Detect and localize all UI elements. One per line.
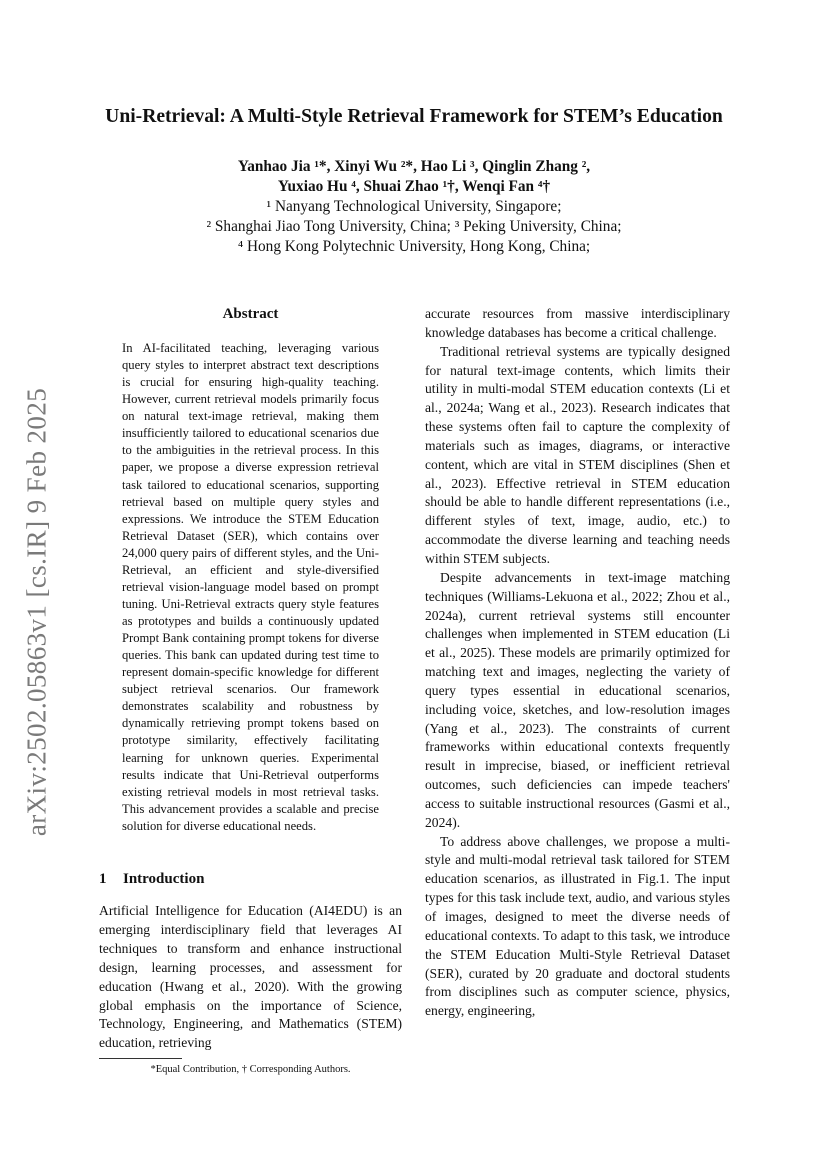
author-block: [0, 157, 828, 257]
footnote: *Equal Contribution, † Corresponding Authors.: [150, 1064, 351, 1075]
section-number: 1: [99, 871, 107, 887]
right-paragraph-3: To address above challenges, we propose a multi-style and multi-modal retrieval task tailored for STEM education scenarios, as illustrated in Fig.1. The input types for this task include text, audio, and various styles of images, designed to meet the diverse needs of educational contexts. To adapt to this task, we introduce the STEM Education Multi-Style Retrieval Dataset (SER), curated by 20 graduate and doctoral students from disciplines such as computer science, physics, energy, engineering,: [425, 833, 730, 1019]
section-title: Introduction: [123, 871, 205, 887]
right-paragraph-1: Traditional retrieval systems are typically designed for natural text-image contents, which limits their utility in multi-modal STEM education contexts (Li et al., 2024a; Wang et al., 2023). Research indicates that these systems often fail to capture the complexity of materials such as images, diagrams, or interactive content, which are vital in STEM disciplines (Shen et al., 2023). Effective retrieval in STEM education should be able to handle different representations (i.e., different styles of text, image, audio, etc.) to accommodate the diverse learning and teaching needs within STEM subjects.: [425, 343, 730, 566]
affiliation-1: ¹ Nanyang Technological University, Singapore;: [266, 198, 562, 215]
abstract-heading: Abstract: [222, 306, 279, 322]
author-line-2: Yuxiao Hu ⁴, Shuai Zhao ¹†, Wenqi Fan ⁴†: [277, 178, 551, 195]
affiliation-3: ⁴ Hong Kong Polytechnic University, Hong Kong, China;: [237, 238, 591, 255]
right-paragraph-2: Despite advancements in text-image matching techniques (Williams-Lekuona et al., 2022; Zhou et al., 2024a), current retrieval systems still encounter challenges when implemented in STEM education (Li et al., 2025). These models are primarily optimized for matching text and images, neglecting the variety of query types essential in educational scenarios, including voice, sketches, and low-resolution images (Yang et al., 2023). The constraints of current frameworks within educational contexts frequently result in imprecise, biased, or inefficient retrieval outcomes, such deficiencies can impede teachers' access to suitable instructional resources (Gasmi et al., 2024).: [425, 569, 730, 830]
abstract-text: In AI-facilitated teaching, leveraging various query styles to interpret abstract text descriptions is crucial for ensuring high-quality teaching. However, current retrieval models primarily focus on natural text-image retrieval, making them insufficiently tailored to educational scenarios due to the ambiguities in the retrieval process. In this paper, we propose a diverse expression retrieval task tailored to educational scenarios, supporting retrieval based on multiple query styles and expressions. We introduce the STEM Education Retrieval Dataset (SER), which contains over 24,000 query pairs of different styles, and the Uni-Retrieval, an efficient and style-diversified retrieval vision-language model based on prompt tuning. Uni-Retrieval extracts query style features as prototypes and builds a continuously updated Prompt Bank containing prompt tokens for diverse queries. This bank can updated during test time to represent domain-specific knowledge for different subject retrieval scenarios. Our framework demonstrates scalability and robustness by dynamically retrieving prompt tokens based on prototype similarity, effectively facilitating learning for unknown queries. Experimental results indicate that Uni-Retrieval outperforms existing retrieval models in most retrieval tasks. This advancement provides a scalable and precise solution for diverse educational needs.: [122, 341, 379, 833]
arxiv-identifier: arXiv:2502.05863v1 [cs.IR] 9 Feb 2025: [21, 387, 52, 837]
intro-paragraph-1: Artificial Intelligence for Education (AI4EDU) is an emerging interdisciplinary field that leverages AI techniques to transform and enhance instructional design, learning processes, and assessment for education (Hwang et al., 2020). With the growing global emphasis on the importance of Science, Technology, Engineering, and Mathematics (STEM) education, retrieving: [99, 903, 402, 1051]
affiliation-2: ² Shanghai Jiao Tong University, China; ³ Peking University, China;: [206, 218, 622, 235]
section-heading-introduction: [99, 871, 204, 888]
footnote-rule: [99, 1058, 182, 1059]
right-paragraph-continuation: accurate resources from massive interdisciplinary knowledge databases has become a critical challenge.: [425, 306, 730, 340]
paper-title: Uni-Retrieval: A Multi-Style Retrieval Framework for STEM’s Education: [105, 106, 723, 127]
author-line-1: Yanhao Jia ¹*, Xinyi Wu ²*, Hao Li ³, Qinglin Zhang ²,: [237, 158, 591, 175]
right-column: [425, 305, 730, 1021]
